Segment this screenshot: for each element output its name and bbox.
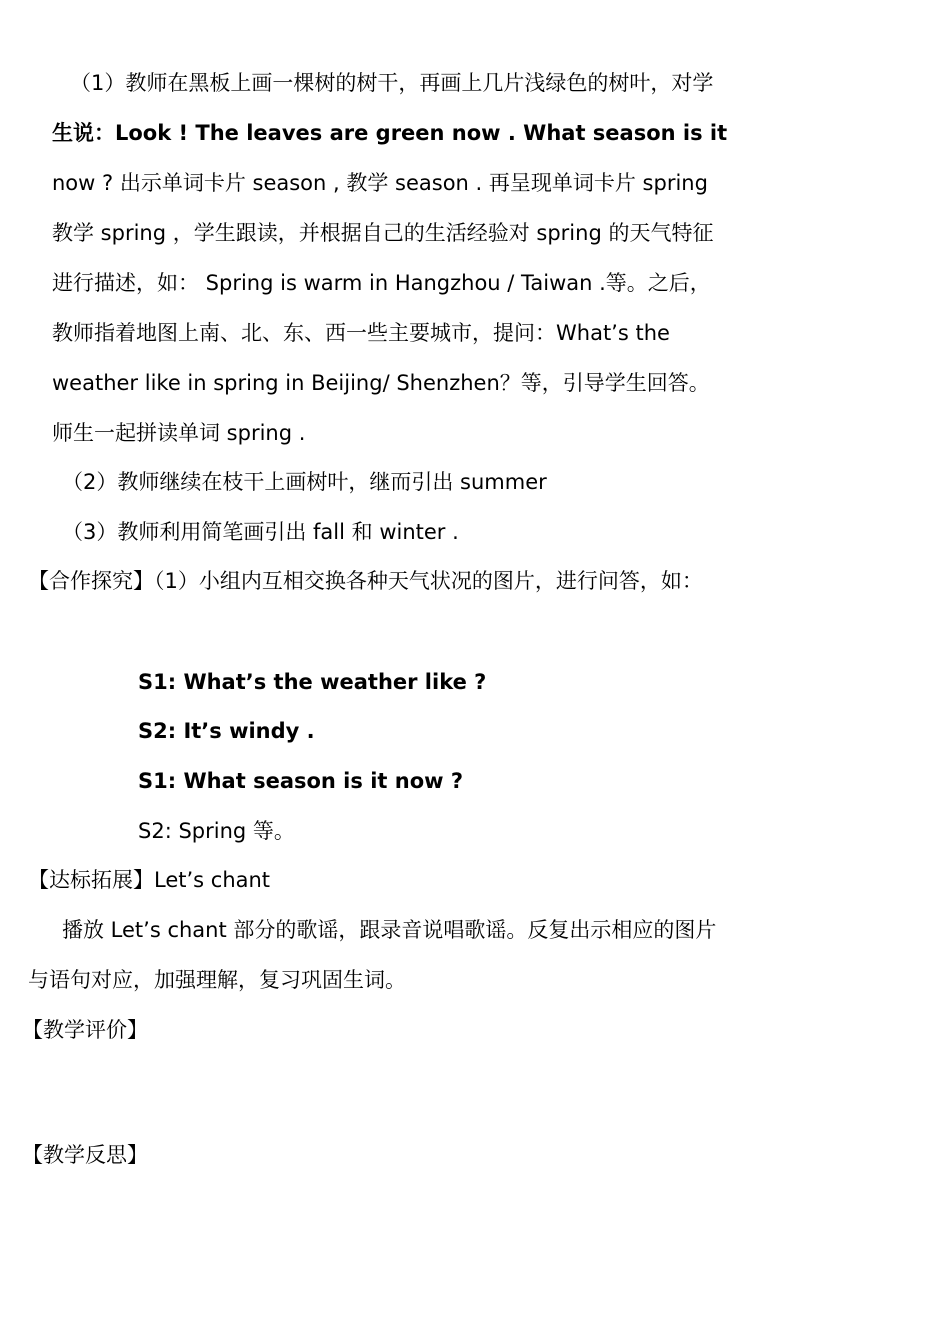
- dialogue-line-2: S2: It’s windy .: [138, 719, 315, 743]
- dialogue-line-1: S1: What’s the weather like ?: [138, 670, 487, 694]
- dialogue-line-4: S2: Spring 等。: [138, 819, 295, 843]
- step-3-text: （3）教师利用简笔画引出 fall 和 winter .: [62, 520, 459, 544]
- intro-line-6: 教师指着地图上南、北、东、西一些主要城市，提问：What’s the: [52, 321, 670, 345]
- step-2-text: （2）教师继续在枝干上画树叶，继而引出 summer: [62, 470, 547, 494]
- intro-line-8: 师生一起拼读单词 spring .: [52, 421, 306, 445]
- reflect-heading: 【教学反思】: [22, 1143, 148, 1167]
- intro-line-2: 生说：Look ! The leaves are green now . What season is it: [52, 121, 728, 145]
- intro-line-1: （1）教师在黑板上画一棵树的树干，再画上几片浅绿色的树叶，对学: [70, 71, 714, 95]
- dialogue-line-3: S1: What season is it now ?: [138, 769, 464, 793]
- intro-line-7: weather like in spring in Beijing/ Shenzhen？等，引导学生回答。: [52, 371, 710, 395]
- extend-heading: 【达标拓展】Let’s chant: [28, 868, 271, 892]
- intro-line-3: now ? 出示单词卡片 season , 教学 season . 再呈现单词卡片 spring: [52, 171, 708, 195]
- extend-line-2: 与语句对应，加强理解，复习巩固生词。: [28, 968, 406, 992]
- eval-heading: 【教学评价】: [22, 1018, 148, 1042]
- intro-line-5: 进行描述，如： Spring is warm in Hangzhou / Taiwan .等。之后，: [52, 271, 711, 295]
- extend-line-1: 播放 Let’s chant 部分的歌谣，跟录音说唱歌谣。反复出示相应的图片: [62, 918, 717, 942]
- coop-heading: 【合作探究】（1）小组内互相交换各种天气状况的图片，进行问答，如：: [28, 569, 703, 593]
- intro-line-4: 教学 spring ，学生跟读，并根据自己的生活经验对 spring 的天气特征: [52, 221, 714, 245]
